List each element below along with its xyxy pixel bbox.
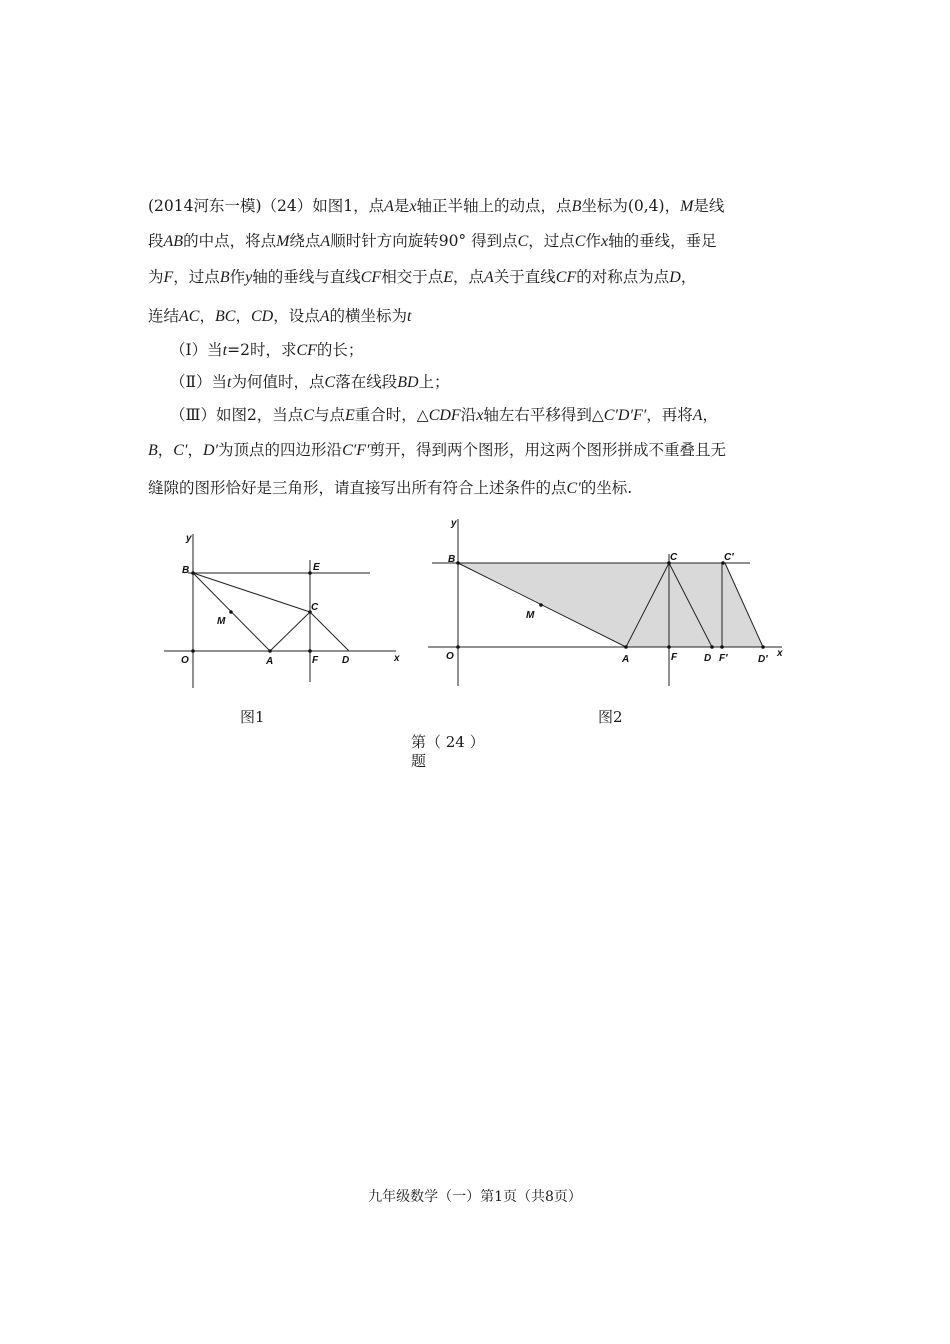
fig1-point-e: [308, 571, 312, 575]
fig2-label-f-prime: F′: [719, 653, 728, 664]
fig2-label-c-prime: C′: [724, 552, 734, 563]
question-3-line-3: 缝隙的图形恰好是三角形，请直接写出所有符合上述条件的点C′的坐标.: [148, 479, 633, 497]
fig2-point-o: [456, 645, 460, 649]
fig1-label-c: C: [311, 602, 319, 613]
fig1-seg-cd: [310, 612, 349, 651]
fig1-seg-ac: [270, 612, 310, 651]
fig1-point-o: [191, 649, 195, 653]
fig1-seg-bc: [193, 573, 310, 612]
fig2-label-y: y: [451, 518, 457, 529]
fig2-point-m: [539, 603, 543, 607]
problem-line-1: (2014河东一模)（24）如图1，点A是x轴正半轴上的动点，点B坐标为(0,4)，M是线: [148, 197, 725, 215]
fig2-label-f: F: [671, 652, 678, 663]
fig1-point-b: [191, 571, 195, 575]
question-2: （Ⅱ）当t为何值时，点C落在线段BD上；: [170, 373, 450, 391]
fig2-label-d: D: [704, 653, 712, 664]
question-caption-line-2: 题: [411, 752, 427, 770]
fig2-point-f-prime: [720, 645, 724, 649]
question-3-line-1: （Ⅲ）如图2，当点C与点E重合时，△CDF沿x轴左右平移得到△C′D′F′，再将A，: [170, 406, 719, 424]
fig2-shaded-quadrilateral: [458, 563, 763, 647]
fig2-label-d-prime: D′: [758, 654, 768, 665]
fig1-label-e: E: [313, 562, 320, 573]
fig2-point-d: [710, 645, 714, 649]
figure-1-caption: 图1: [240, 708, 265, 726]
fig2-label-b: B: [448, 554, 456, 565]
fig2-point-d-prime: [761, 645, 765, 649]
figure-1: [160, 530, 405, 695]
fig1-label-x: x: [394, 653, 400, 664]
fig2-point-f: [667, 645, 671, 649]
problem-line-3: 为F，过点B作y轴的垂线与直线CF相交于点E，点A关于直线CF的对称点为点D，: [148, 268, 697, 286]
problem-line-4: 连结AC，BC，CD，设点A的横坐标为t: [148, 307, 412, 325]
fig1-point-f: [308, 649, 312, 653]
fig2-label-c: C: [670, 552, 678, 563]
fig1-label-d: D: [342, 655, 350, 666]
fig1-label-a: A: [266, 656, 274, 667]
fig1-point-a: [268, 649, 272, 653]
fig1-label-y: y: [186, 533, 192, 544]
fig2-point-a: [624, 645, 628, 649]
fig1-label-f: F: [312, 655, 319, 666]
problem-line-2: 段AB的中点，将点M绕点A顺时针方向旋转90° 得到点C，过点C作x轴的垂线，垂足: [148, 232, 717, 250]
figure-2: [420, 514, 800, 692]
fig2-label-x: x: [777, 648, 783, 659]
page-footer: 九年级数学（一）第1页（共8页）: [368, 1189, 582, 1205]
fig1-label-m: M: [217, 616, 226, 627]
fig1-point-m: [229, 610, 233, 614]
fig2-label-o: O: [446, 651, 454, 662]
question-3-line-2: B，C′，D′为顶点的四边形沿C′F′剪开，得到两个图形，用这两个图形拼成不重叠且无: [148, 441, 727, 459]
question-caption-line-1: 第（ 24 ）: [411, 733, 485, 751]
fig1-label-b: B: [182, 565, 190, 576]
fig2-point-b: [456, 561, 460, 565]
question-1: （Ⅰ）当t=2时，求CF的长；: [170, 341, 364, 359]
fig2-label-m: M: [526, 610, 535, 621]
fig2-label-a: A: [622, 654, 630, 665]
figure-2-caption: 图2: [598, 708, 623, 726]
fig1-label-o: O: [181, 655, 189, 666]
